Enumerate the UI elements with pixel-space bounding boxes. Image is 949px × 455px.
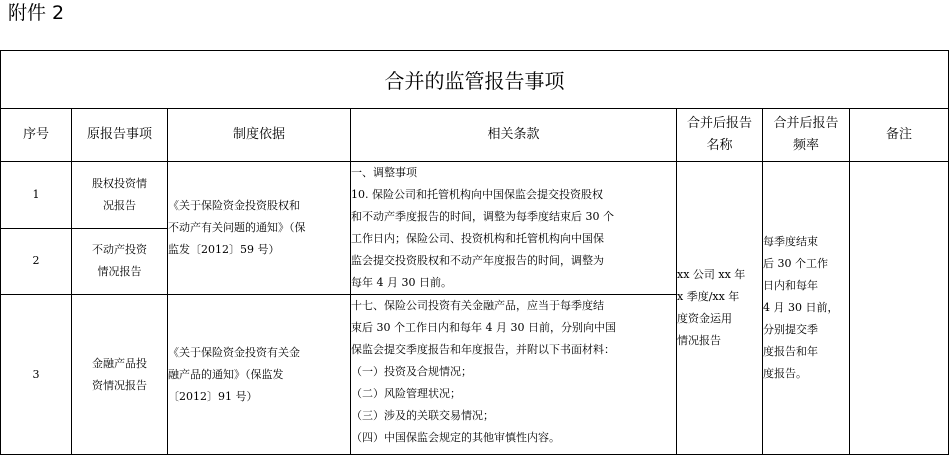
clauses-cell-financial-products [351,295,677,455]
row-original-item-line: 不动产投资 [92,243,147,257]
table-row [1,162,949,229]
clause-line: 和不动产季度报告的时间，调整为每季度结束后 30 个 [351,210,614,223]
attachment-label: 附件 2 [8,2,65,24]
merged-name-line: x 季度/xx 年 [677,290,740,303]
merged-frequency-line: 4 月 30 日前， [763,301,839,314]
clause-line: 工作日内；保险公司、投资机构和托管机构向中国保 [351,232,604,245]
merged-frequency-line: 度报告和年 [763,345,818,358]
clauses-cell-equity-realestate [351,162,677,295]
row-original-item-line: 况报告 [103,198,136,212]
row-original-item [72,295,168,455]
row-seq: 2 [1,228,72,295]
merged-name-line: 度资金运用 [677,312,732,325]
clause-line: 监会提交投资股权和不动产年度报告的时间，调整为 [351,254,604,267]
header-row [1,109,949,162]
row-seq: 1 [1,162,72,229]
basis-line: 监发〔2012〕59 号） [168,243,280,256]
basis-line: 《关于保险资金投资有关金 [168,345,300,359]
merged-frequency-cell [763,162,850,455]
merged-frequency-line: 每季度结束 [763,235,818,248]
merged-frequency-line: 分别提交季 [763,323,818,336]
row-original-item [72,162,168,229]
header-clauses: 相关条款 [351,109,677,162]
merged-name-line: xx 公司 xx 年 [677,268,746,281]
clause-line: 束后 30 个工作日内和每年 4 月 30 日前，分别向中国 [351,321,616,334]
header-basis: 制度依据 [168,109,351,162]
header-merged-frequency [763,109,850,162]
basis-cell-financial-products [168,295,351,455]
clause-line: 每年 4 月 30 日前。 [351,276,452,289]
merged-name-cell [677,162,763,455]
basis-line: 《关于保险资金投资股权和 [168,199,300,212]
clause-line: 一、调整事项 [351,166,417,179]
merged-frequency-line: 日内和每年 [763,279,818,292]
row-original-item-line: 金融产品投 [92,356,147,370]
header-merged-frequency-line: 合并后报告 [773,116,839,131]
header-merged-name-line: 名称 [706,138,733,153]
clause-line: （一）投资及合规情况； [351,365,472,378]
title-row [1,51,949,109]
row-original-item-line: 情况报告 [97,265,142,279]
clause-line: 十七、保险公司投资有关金融产品，应当于每季度结 [351,299,604,312]
row-seq: 3 [1,295,72,455]
header-remarks: 备注 [850,109,949,162]
clause-line: 保监会提交季度报告和年度报告，并附以下书面材料： [351,343,615,356]
header-merged-name-line: 合并后报告 [686,116,752,131]
clause-line: 10. 保险公司和托管机构向中国保监会提交投资股权 [351,188,603,201]
row-original-item-line: 资情况报告 [92,378,147,392]
header-merged-frequency-line: 频率 [792,138,819,153]
remarks-cell [850,162,949,455]
basis-line: 不动产有关问题的通知》（保 [168,221,306,234]
row-original-item [72,228,168,295]
basis-line: 融产品的通知》（保监发 [168,367,284,381]
clause-line: （二）风险管理状况； [351,387,461,400]
table-title: 合并的监管报告事项 [1,51,949,109]
header-merged-name [677,109,763,162]
clause-line: （三）涉及的关联交易情况； [351,409,494,422]
basis-line: 〔2012〕91 号） [168,389,258,403]
row-original-item-line: 股权投资情 [92,176,147,190]
merged-reports-table [0,50,949,455]
header-original-item: 原报告事项 [72,109,168,162]
header-seq: 序号 [1,109,72,162]
merged-frequency-line: 后 30 个工作 [763,257,828,270]
clause-line: （四）中国保监会规定的其他审慎性内容。 [351,431,560,444]
basis-cell-equity-realestate [168,162,351,295]
merged-name-line: 情况报告 [677,334,721,347]
merged-frequency-line: 度报告。 [763,367,807,380]
